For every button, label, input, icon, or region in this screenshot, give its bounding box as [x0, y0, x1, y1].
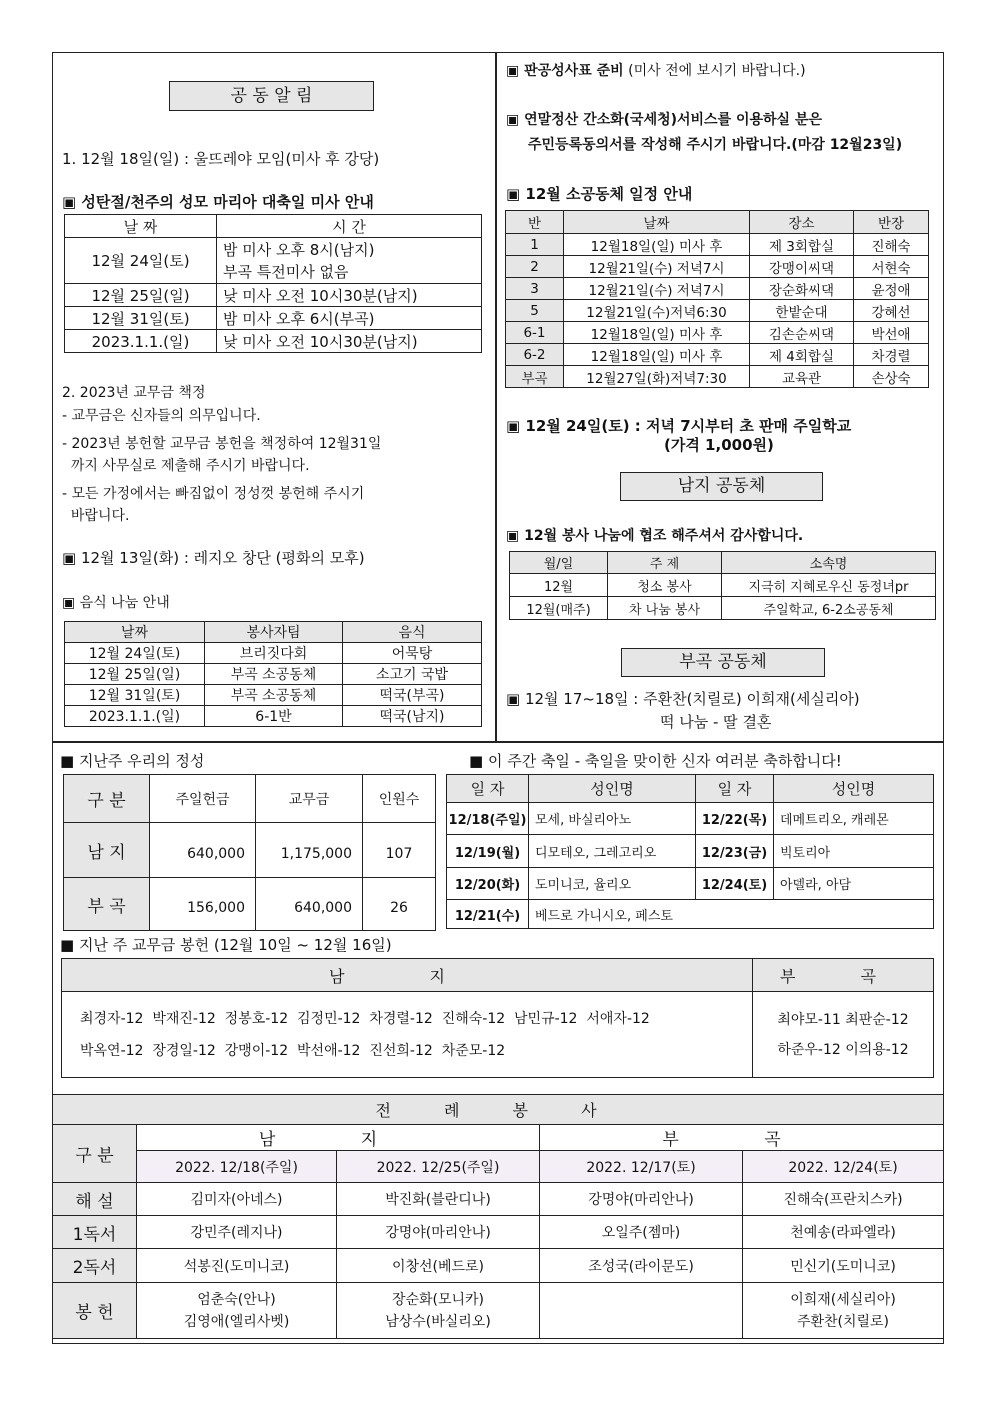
liturgy-title: 전 례 봉 사: [53, 1095, 944, 1125]
offering-header: 구 분: [64, 775, 150, 823]
offering-header: 인원수: [363, 775, 436, 823]
tithe-notice-line: - 교무금은 신자들의 의무입니다.: [62, 408, 261, 424]
food-cell: 부곡 소공동체: [205, 685, 343, 706]
tax-notice-line1: ▣ 연말정산 간소화(국세청)서비스를 이용하실 분은: [506, 112, 822, 128]
legio-notice: ▣ 12월 13일(화) : 레지오 창단 (평화의 모후): [62, 549, 365, 567]
feast-saint: 데메트리오, 캐레몬: [774, 803, 934, 835]
christmas-heading: ▣ 성탄절/천주의 성모 마리아 대축일 미사 안내: [62, 193, 374, 211]
service-header: 월/일: [510, 552, 608, 574]
feast-header: 일 자: [447, 775, 529, 803]
confession-notice-bold: ▣ 판공성사표 준비: [506, 63, 624, 79]
small-community-heading: ▣ 12월 소공동체 일정 안내: [506, 185, 693, 203]
small-cell: 12월27일(화)저녁7:30: [564, 366, 750, 388]
mass-row-date: 12월 25일(일): [65, 284, 217, 307]
small-cell: 장순화씨댁: [750, 278, 854, 300]
mass-header-time: 시 간: [217, 215, 482, 238]
feast-date: 12/23(금): [696, 835, 774, 868]
food-header: 날짜: [65, 622, 205, 643]
food-cell: 떡국(남지): [343, 706, 482, 727]
mass-row-date: 12월 31일(토): [65, 307, 217, 330]
mass-row-time: 밤 미사 오후 6시(부곡): [217, 307, 482, 330]
offering-row-label: 남 지: [64, 823, 150, 878]
feast-date: 12/24(토): [696, 868, 774, 900]
liturgy-row-label: 1독서: [53, 1216, 137, 1249]
small-cell: 부곡: [506, 366, 564, 388]
liturgy-cell: 강명야(마리안나): [540, 1183, 743, 1216]
food-cell: 12월 25일(일): [65, 664, 205, 685]
liturgy-date: 2022. 12/18(주일): [137, 1151, 337, 1183]
offering-table: [63, 774, 436, 931]
food-cell: 6-1반: [205, 706, 343, 727]
offering-cell: 107: [363, 823, 436, 878]
offering-cell: 1,175,000: [256, 823, 363, 878]
tithe-bugok-names: [753, 992, 934, 1078]
food-cell: 부곡 소공동체: [205, 664, 343, 685]
offering-cell: 640,000: [150, 823, 256, 878]
small-cell: 6-1: [506, 322, 564, 344]
liturgy-cell: 오일주(젬마): [540, 1216, 743, 1249]
offering-header: 주일헌금: [150, 775, 256, 823]
liturgy-row-label: 해 설: [53, 1183, 137, 1216]
liturgy-gubun: 구 분: [53, 1125, 137, 1183]
small-header: 반장: [854, 211, 929, 234]
service-cell: 청소 봉사: [608, 574, 722, 597]
food-sharing-table: [64, 621, 482, 727]
liturgy-date: 2022. 12/25(주일): [337, 1151, 540, 1183]
namji-community-title: 남지 공동체: [620, 472, 823, 501]
small-cell: 강혜선: [854, 300, 929, 322]
food-cell: 소고기 국밥: [343, 664, 482, 685]
food-cell: 어묵탕: [343, 643, 482, 664]
small-cell: 12월21일(수) 저녁7시: [564, 278, 750, 300]
liturgy-row-label: 2독서: [53, 1249, 137, 1283]
small-community-table: [505, 210, 929, 388]
feast-saint: 디모테오, 그레고리오: [529, 835, 696, 868]
small-cell: 제 3회합실: [750, 234, 854, 256]
tithe-table: [61, 958, 934, 1078]
small-header: 반: [506, 211, 564, 234]
liturgy-cell: 이창선(베드로): [337, 1249, 540, 1283]
feast-saint: 빅토리아: [774, 835, 934, 868]
small-cell: 5: [506, 300, 564, 322]
mass-schedule-table: [64, 214, 482, 353]
feast-saint: 도미니코, 율리오: [529, 868, 696, 900]
small-cell: 12월18일(일) 미사 후: [564, 344, 750, 366]
food-header: 음식: [343, 622, 482, 643]
liturgy-cell: 엄춘숙(안나) 김영애(엘리사벳): [137, 1283, 337, 1339]
service-cell: 지극히 지혜로우신 동정녀pr: [722, 574, 936, 597]
feast-saint: 베드로 가니시오, 페스토: [529, 900, 934, 929]
liturgy-cell: 이희재(세실리아) 주환찬(치릴로): [743, 1283, 944, 1339]
tithe-namji-names: [62, 992, 753, 1078]
small-header: 장소: [750, 211, 854, 234]
feast-table: [446, 774, 934, 929]
offering-cell: 640,000: [256, 878, 363, 931]
feast-date: 12/20(화): [447, 868, 529, 900]
liturgy-row-label: 봉 헌: [53, 1283, 137, 1339]
liturgy-cell: 김미자(아네스): [137, 1183, 337, 1216]
small-cell: 3: [506, 278, 564, 300]
tithe-bugok-label: 부 곡: [753, 959, 934, 992]
rice-cake-line2: 떡 나눔 - 딸 결혼: [660, 713, 772, 731]
food-cell: 12월 31일(토): [65, 685, 205, 706]
feast-date: 12/18(주일): [447, 803, 529, 835]
offering-cell: 26: [363, 878, 436, 931]
mass-header-date: 날 짜: [65, 215, 217, 238]
small-cell: 2: [506, 256, 564, 278]
liturgy-cell: 민신기(도미니코): [743, 1249, 944, 1283]
tax-notice-line2: 주민등록동의서를 작성해 주시기 바랍니다.(마감 12월23일): [528, 137, 903, 153]
small-cell: 12월18일(일) 미사 후: [564, 234, 750, 256]
service-cell: 차 나눔 봉사: [608, 597, 722, 620]
liturgy-cell: 석봉진(도미니코): [137, 1249, 337, 1283]
small-header: 날짜: [564, 211, 750, 234]
liturgy-table: [52, 1094, 944, 1339]
small-cell: 박선애: [854, 322, 929, 344]
liturgy-namji: 남 지: [137, 1125, 540, 1151]
small-cell: 강맹이씨댁: [750, 256, 854, 278]
food-cell: 떡국(부곡): [343, 685, 482, 706]
liturgy-cell: 강명야(마리안나): [337, 1216, 540, 1249]
service-table: [509, 551, 936, 620]
candle-sale-line2: (가격 1,000원): [664, 436, 774, 454]
mass-row-time: 낮 미사 오전 10시30분(남지): [217, 284, 482, 307]
offering-row-label: 부 곡: [64, 878, 150, 931]
small-cell: 손상숙: [854, 366, 929, 388]
service-header: 소속명: [722, 552, 936, 574]
small-cell: 차경렬: [854, 344, 929, 366]
liturgy-cell: 박진화(블란디나): [337, 1183, 540, 1216]
service-header: 주 제: [608, 552, 722, 574]
service-cell: 12월(매주): [510, 597, 608, 620]
small-cell: 진해숙: [854, 234, 929, 256]
small-cell: 한밭순대: [750, 300, 854, 322]
thanks-heading: ▣ 12월 봉사 나눔에 협조 해주셔서 감사합니다.: [506, 528, 804, 544]
offering-cell: 156,000: [150, 878, 256, 931]
service-cell: 12월: [510, 574, 608, 597]
liturgy-bugok: 부 곡: [540, 1125, 944, 1151]
feast-saint: 아델라, 아담: [774, 868, 934, 900]
notice-item-1: 1. 12월 18일(일) : 울뜨레야 모임(미사 후 강당): [62, 150, 380, 168]
small-cell: 1: [506, 234, 564, 256]
tithe-namji-label: 남 지: [62, 959, 753, 992]
tithe-notice-line: - 2023년 봉헌할 교무금 봉헌을 책정하여 12월31일 까지 사무실로 제출해 주시기 바랍니다.: [62, 436, 382, 474]
mass-row-time: 밤 미사 오후 8시(남지) 부곡 특전미사 없음: [217, 238, 482, 284]
tithe-notice-heading: 2. 2023년 교무금 책정: [62, 385, 206, 401]
rice-cake-line1: ▣ 12월 17~18일 : 주환찬(치릴로) 이희재(세실리아): [506, 690, 860, 708]
liturgy-cell: 천예송(라파엘라): [743, 1216, 944, 1249]
food-cell: 12월 24일(토): [65, 643, 205, 664]
small-cell: 12월18일(일) 미사 후: [564, 322, 750, 344]
small-cell: 서현숙: [854, 256, 929, 278]
feast-date: 12/21(수): [447, 900, 529, 929]
mass-row-time: 낮 미사 오전 10시30분(남지): [217, 330, 482, 353]
small-cell: 제 4회합실: [750, 344, 854, 366]
food-header: 봉사자팀: [205, 622, 343, 643]
mass-row-date: 12월 24일(토): [65, 238, 217, 284]
liturgy-cell: [540, 1283, 743, 1339]
candle-sale-line1: ▣ 12월 24일(토) : 저녁 7시부터 초 판매 주일학교: [506, 417, 852, 435]
feast-header: 일 자: [696, 775, 774, 803]
feast-header: 성인명: [774, 775, 934, 803]
small-cell: 12월21일(수)저녁6:30: [564, 300, 750, 322]
liturgy-cell: 진해숙(프란치스카): [743, 1183, 944, 1216]
tithe-notice-line: - 모든 가정에서는 빠짐없이 정성껏 봉헌해 주시기 바랍니다.: [62, 486, 365, 524]
tithe-heading: ■ 지난 주 교무금 봉헌 (12월 10일 ~ 12월 16일): [60, 936, 392, 954]
liturgy-date: 2022. 12/17(토): [540, 1151, 743, 1183]
feast-heading: ■ 이 주간 축일 - 축일을 맞이한 신자 여러분 축하합니다!: [469, 752, 842, 770]
tithe-namji-line: 최경자-12 박재진-12 정봉호-12 김정민-12 차경렬-12 진해숙-12 남민규-12 서애자-12: [80, 1010, 650, 1027]
food-sharing-heading: ▣ 음식 나눔 안내: [62, 595, 170, 611]
confession-notice-rest: (미사 전에 보시기 바랍니다.): [623, 63, 806, 79]
tithe-namji-line: 박옥연-12 장경일-12 강맹이-12 박선애-12 진선희-12 차준모-12: [80, 1042, 506, 1059]
liturgy-cell: 장순화(모니카) 남상수(바실리오): [337, 1283, 540, 1339]
small-cell: 12월21일(수) 저녁7시: [564, 256, 750, 278]
food-cell: 2023.1.1.(일): [65, 706, 205, 727]
feast-saint: 모세, 바실리아노: [529, 803, 696, 835]
bugok-community-title: 부곡 공동체: [621, 648, 825, 677]
small-cell: 6-2: [506, 344, 564, 366]
liturgy-date: 2022. 12/24(토): [743, 1151, 944, 1183]
offering-heading: ■ 지난주 우리의 정성: [60, 752, 205, 770]
food-cell: 브리짓다회: [205, 643, 343, 664]
feast-date: 12/22(목): [696, 803, 774, 835]
liturgy-cell: 조성국(라이문도): [540, 1249, 743, 1283]
confession-notice: [506, 60, 806, 80]
small-cell: 윤정애: [854, 278, 929, 300]
tithe-bugok-line: 최야모-11 최판순-12: [777, 1011, 909, 1028]
feast-header: 성인명: [529, 775, 696, 803]
common-notice-title: 공 동 알 림: [169, 81, 374, 111]
mass-row-date: 2023.1.1.(일): [65, 330, 217, 353]
liturgy-cell: 강민주(레지나): [137, 1216, 337, 1249]
small-cell: 교육관: [750, 366, 854, 388]
section-divider: [52, 741, 944, 743]
column-divider: [495, 52, 497, 742]
feast-date: 12/19(월): [447, 835, 529, 868]
offering-header: 교무금: [256, 775, 363, 823]
small-cell: 김손순씨댁: [750, 322, 854, 344]
service-cell: 주일학교, 6-2소공동체: [722, 597, 936, 620]
tithe-bugok-line: 하준우-12 이의용-12: [777, 1041, 909, 1058]
